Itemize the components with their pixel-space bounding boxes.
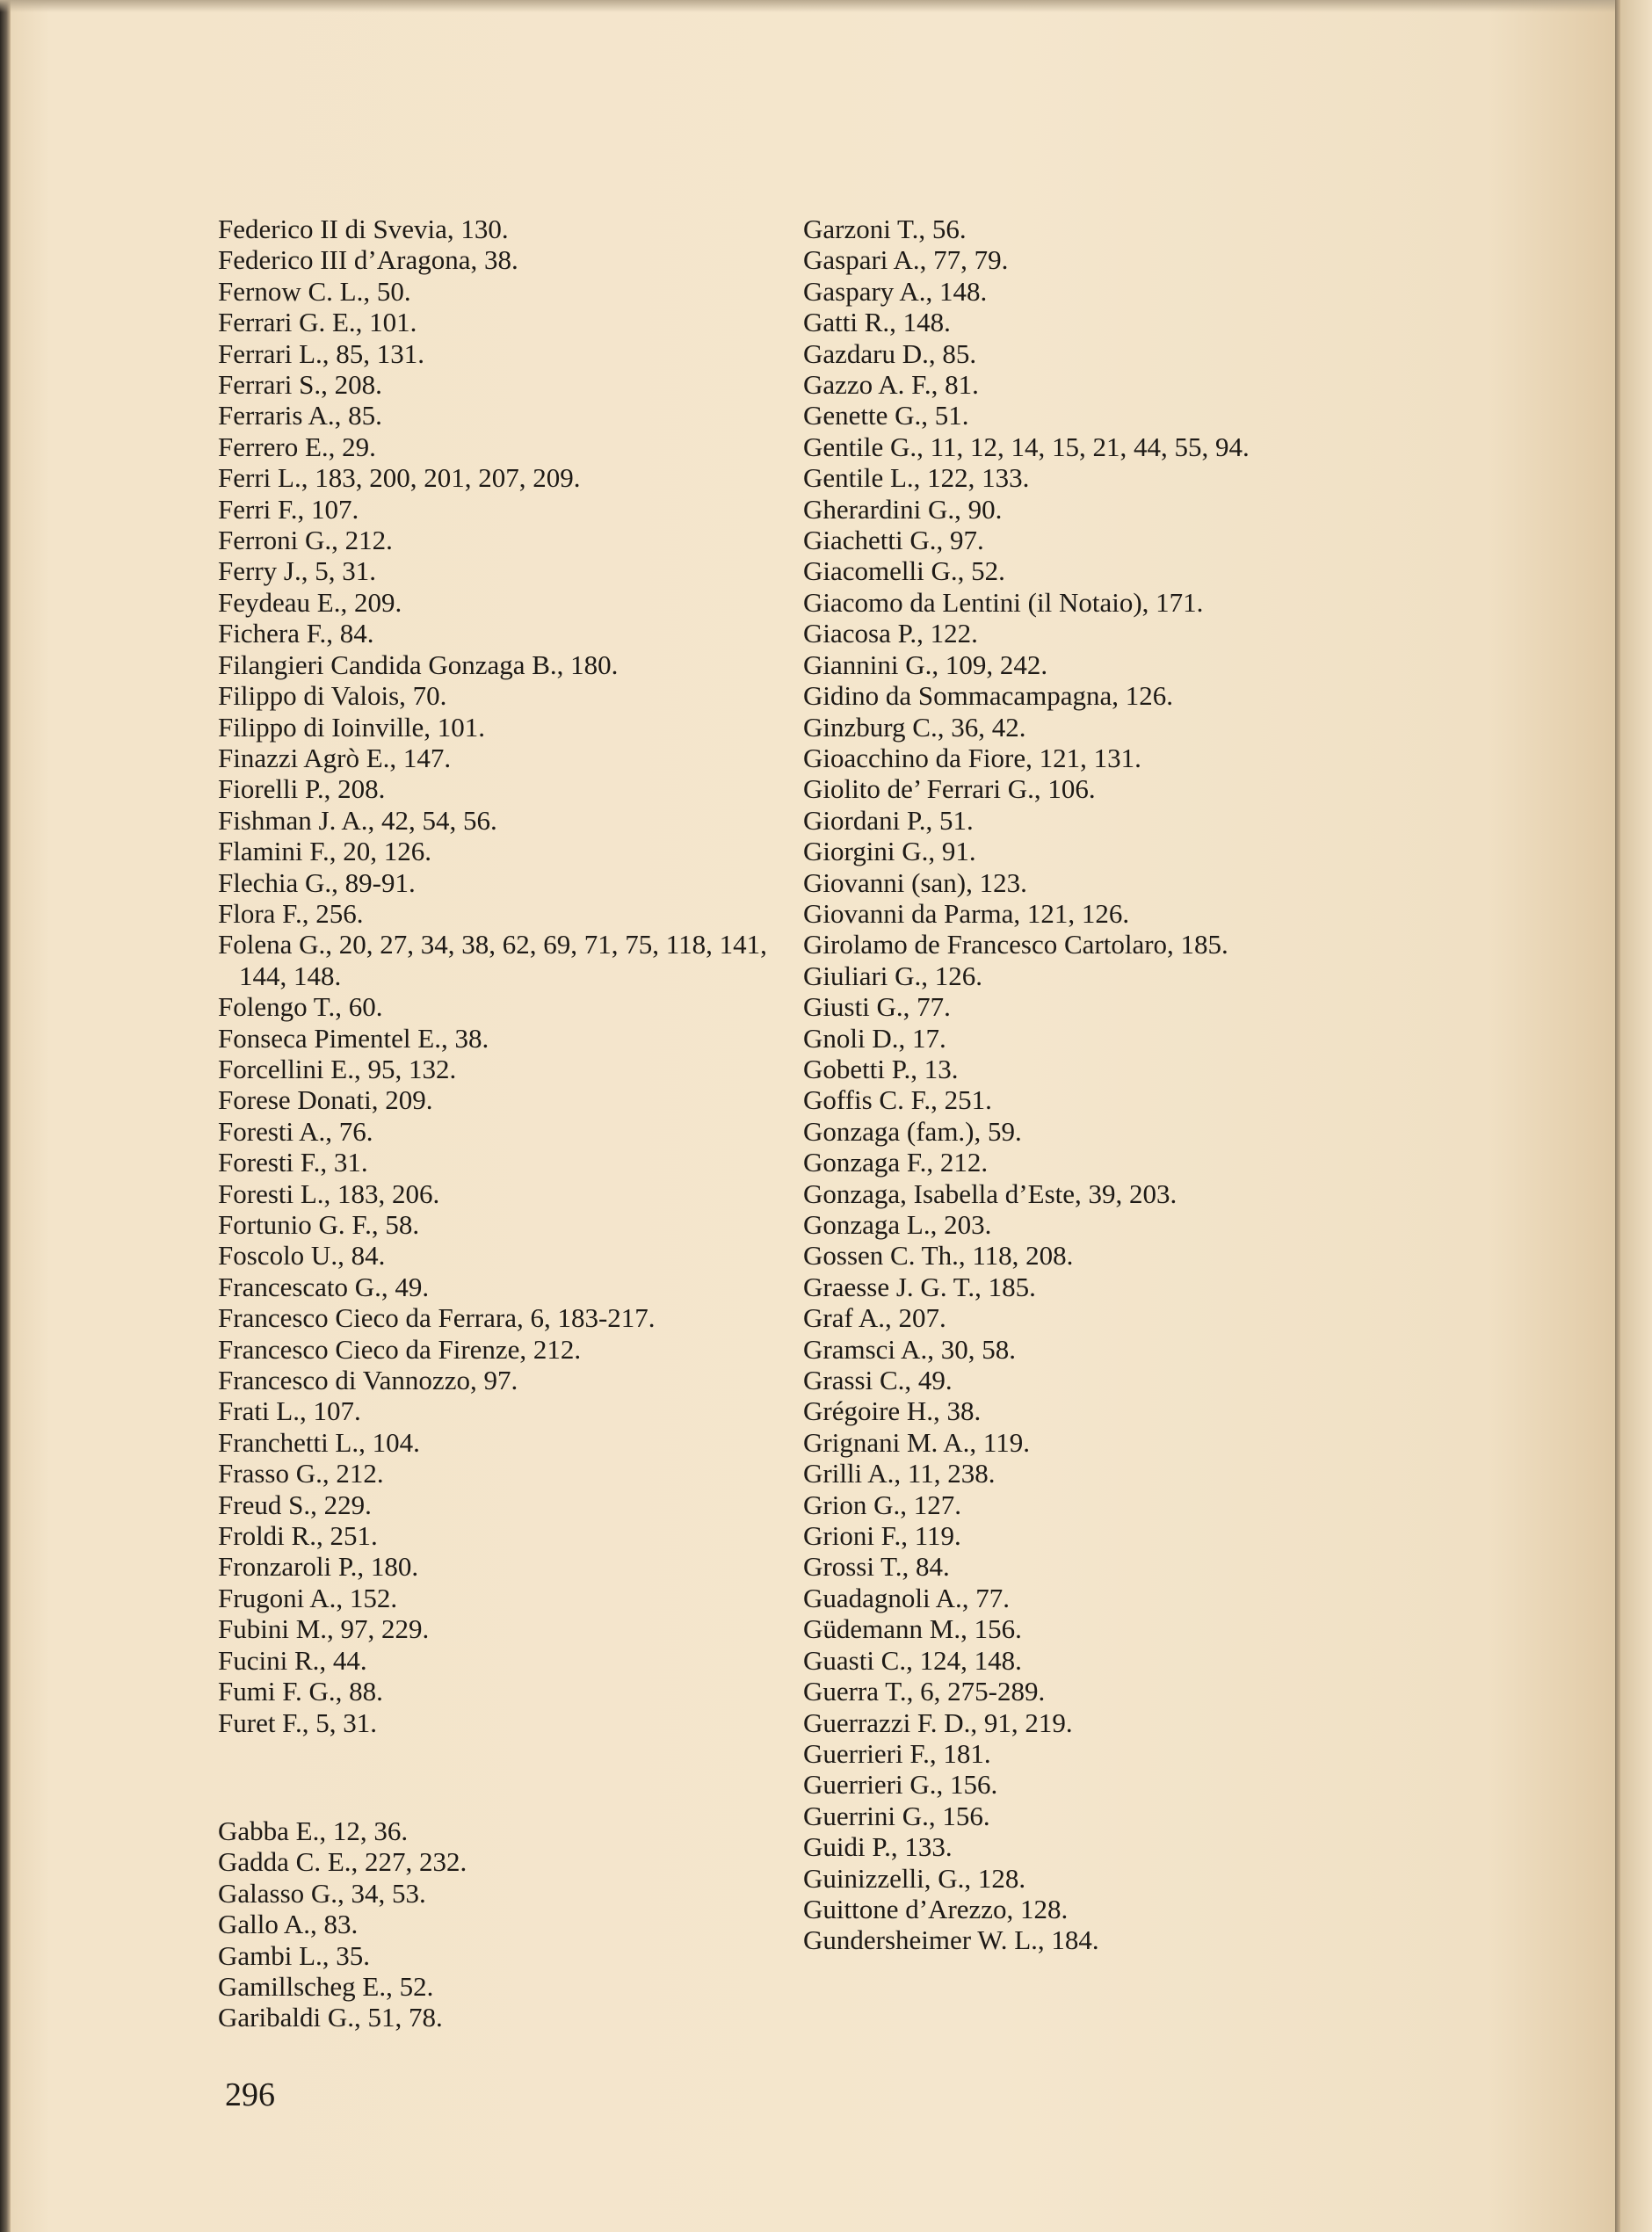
index-entry: Grégoire H., 38.: [803, 1395, 982, 1427]
index-entry: Güdemann M., 156.: [803, 1613, 1022, 1645]
index-entry: Guerra T., 6, 275-289.: [803, 1676, 1046, 1707]
index-entry: Ferrari L., 85, 131.: [218, 337, 425, 369]
index-entry: Giacosa P., 122.: [803, 618, 978, 649]
index-entry: Federico III d’Aragona, 38.: [218, 244, 518, 276]
index-entry: Furet F., 5, 31.: [218, 1707, 377, 1738]
index-entry: Giovanni da Parma, 121, 126.: [803, 897, 1130, 929]
index-entry: Flamini F., 20, 126.: [218, 836, 431, 867]
index-entry: Graf A., 207.: [803, 1302, 946, 1334]
index-entry: Gioacchino da Fiore, 121, 131.: [803, 742, 1141, 773]
index-entry: Guerrini G., 156.: [803, 1800, 990, 1831]
index-entry: Gazzo A. F., 81.: [803, 369, 979, 401]
index-entry: Giuliari G., 126.: [803, 960, 983, 991]
index-entry: Giacomelli G., 52.: [803, 555, 1005, 587]
index-entry: Fortunio G. F., 58.: [218, 1209, 420, 1240]
index-entry: Ferri F., 107.: [218, 493, 359, 525]
index-entry: Gobetti P., 13.: [803, 1053, 959, 1084]
index-entry: Fiorelli P., 208.: [218, 773, 386, 805]
index-entry: Gonzaga F., 212.: [803, 1147, 989, 1178]
index-entry: Folengo T., 60.: [218, 991, 383, 1023]
index-entry: Grilli A., 11, 238.: [803, 1458, 996, 1489]
index-entry: Gherardini G., 90.: [803, 493, 1003, 525]
index-entry: Girolamo de Francesco Cartolaro, 185.: [803, 929, 1228, 960]
index-entry: Guerrieri F., 181.: [803, 1737, 991, 1769]
index-entry: Franchetti L., 104.: [218, 1426, 420, 1458]
index-entry: Giusti G., 77.: [803, 991, 951, 1023]
index-entry: Froldi R., 251.: [218, 1520, 378, 1552]
index-entry: Gabba E., 12, 36.: [218, 1815, 409, 1846]
index-entry: Freud S., 229.: [218, 1489, 372, 1520]
index-column-left: [218, 214, 780, 2033]
index-entry: Ferri L., 183, 200, 201, 207, 209.: [218, 462, 581, 494]
index-entry: Finazzi Agrò E., 147.: [218, 742, 452, 773]
index-entry: Giacomo da Lentini (il Notaio), 171.: [803, 586, 1204, 618]
index-entry: Guidi P., 133.: [803, 1831, 953, 1863]
index-entry: Giorgini G., 91.: [803, 836, 976, 867]
index-entry: Giordani P., 51.: [803, 804, 974, 836]
page-number: 296: [225, 2076, 275, 2113]
letter-section-gap: [218, 1738, 780, 1815]
index-entry: Flechia G., 89-91.: [218, 866, 416, 898]
index-entry: Grignani M. A., 119.: [803, 1426, 1031, 1458]
index-entry: Grion G., 127.: [803, 1489, 961, 1520]
index-entry: Guerrieri G., 156.: [803, 1769, 998, 1801]
index-entry: Ferrero E., 29.: [218, 431, 376, 462]
index-entry: Fronzaroli P., 180.: [218, 1551, 419, 1583]
index-entry: Gonzaga (fam.), 59.: [803, 1115, 1022, 1147]
index-entry: Gentile L., 122, 133.: [803, 462, 1030, 494]
index-entry: Gramsci A., 30, 58.: [803, 1333, 1016, 1365]
index-entry: Filippo di Valois, 70.: [218, 680, 447, 712]
index-entry: Gonzaga L., 203.: [803, 1209, 992, 1240]
index-entry: Grassi C., 49.: [803, 1365, 953, 1396]
index-entry: Fichera F., 84.: [218, 618, 374, 649]
index-entry: Garibaldi G., 51, 78.: [218, 2002, 443, 2033]
index-entry: Guasti C., 124, 148.: [803, 1644, 1022, 1676]
index-column-right: [803, 214, 1374, 1956]
index-entry: Fumi F. G., 88.: [218, 1676, 383, 1707]
index-entry: Goffis C. F., 251.: [803, 1084, 992, 1116]
index-entry: Federico II di Svevia, 130.: [218, 214, 509, 244]
index-entry: Gaspary A., 148.: [803, 275, 988, 307]
index-entry: Francesco Cieco da Ferrara, 6, 183-217.: [218, 1302, 656, 1334]
index-entry: Fonseca Pimentel E., 38.: [218, 1022, 489, 1054]
index-entry: Foresti L., 183, 206.: [218, 1178, 440, 1209]
index-entry: Francesco Cieco da Firenze, 212.: [218, 1333, 582, 1365]
index-entry: Flora F., 256.: [218, 897, 364, 929]
index-entry: Giolito de’ Ferrari G., 106.: [803, 773, 1096, 805]
index-entry: Frati L., 107.: [218, 1395, 361, 1427]
index-entry: Fishman J. A., 42, 54, 56.: [218, 804, 497, 836]
index-entry: Genette G., 51.: [803, 400, 969, 431]
index-entry: Fernow C. L., 50.: [218, 275, 411, 307]
index-entry: Forese Donati, 209.: [218, 1084, 433, 1116]
index-entry: Gidino da Sommacampagna, 126.: [803, 680, 1173, 712]
index-entry: Garzoni T., 56.: [803, 214, 967, 244]
index-entry: Gentile G., 11, 12, 14, 15, 21, 44, 55, 94.: [803, 431, 1250, 462]
index-entry: Gazdaru D., 85.: [803, 337, 977, 369]
index-entry: Foscolo U., 84.: [218, 1240, 386, 1272]
index-entry: Ferrari S., 208.: [218, 369, 382, 401]
index-entry: Guittone d’Arezzo, 128.: [803, 1893, 1069, 1924]
index-entry: Graesse J. G. T., 185.: [803, 1271, 1036, 1302]
adjacent-page-edge: [1620, 0, 1652, 2232]
index-entry: Ferraris A., 85.: [218, 400, 382, 431]
index-entry: Grossi T., 84.: [803, 1551, 950, 1583]
index-entry: Guadagnoli A., 77.: [803, 1582, 1011, 1613]
index-entry: Gadda C. E., 227, 232.: [218, 1846, 467, 1878]
index-entry: Ginzburg C., 36, 42.: [803, 711, 1026, 743]
index-entry: Foresti A., 76.: [218, 1115, 373, 1147]
index-entry: Giovanni (san), 123.: [803, 866, 1027, 898]
index-entry: Ferrari G. E., 101.: [218, 307, 417, 338]
index-entry: Folena G., 20, 27, 34, 38, 62, 69, 71, 75, 118, 141, 144, 148.: [218, 929, 767, 991]
index-entry: Guerrazzi F. D., 91, 219.: [803, 1707, 1073, 1738]
index-entry: Ferroni G., 212.: [218, 525, 393, 556]
index-entry: Filangieri Candida Gonzaga B., 180.: [218, 649, 619, 680]
index-entry: Foresti F., 31.: [218, 1147, 368, 1178]
index-entry: Filippo di Ioinville, 101.: [218, 711, 485, 743]
index-entry: Fubini M., 97, 229.: [218, 1613, 430, 1645]
index-entry: Giannini G., 109, 242.: [803, 649, 1048, 680]
index-entry: Gundersheimer W. L., 184.: [803, 1924, 1099, 1956]
index-entry: Gaspari A., 77, 79.: [803, 244, 1009, 276]
index-entry: Gonzaga, Isabella d’Este, 39, 203.: [803, 1178, 1177, 1209]
index-entry: Guinizzelli, G., 128.: [803, 1862, 1026, 1894]
index-entry: Feydeau E., 209.: [218, 586, 402, 618]
index-entry: Francescato G., 49.: [218, 1271, 430, 1302]
book-spine-edge: [0, 0, 11, 2232]
index-entry: Gatti R., 148.: [803, 307, 951, 338]
index-entry: Gallo A., 83.: [218, 1909, 359, 1940]
index-entry: Gossen C. Th., 118, 208.: [803, 1240, 1074, 1272]
top-shadow: [0, 0, 1652, 12]
index-entry: Forcellini E., 95, 132.: [218, 1053, 457, 1084]
index-entry: Gamillscheg E., 52.: [218, 1970, 434, 2002]
index-entry: Galasso G., 34, 53.: [218, 1877, 426, 1909]
index-entry: Francesco di Vannozzo, 97.: [218, 1365, 518, 1396]
index-entry: Giachetti G., 97.: [803, 525, 984, 556]
index-entry: Gambi L., 35.: [218, 1939, 371, 1971]
index-entry: Grioni F., 119.: [803, 1520, 961, 1552]
index-entry: Gnoli D., 17.: [803, 1022, 946, 1054]
index-entry: Fucini R., 44.: [218, 1644, 367, 1676]
index-entry: Frugoni A., 152.: [218, 1582, 398, 1613]
index-entry: Frasso G., 212.: [218, 1458, 384, 1489]
index-entry: Ferry J., 5, 31.: [218, 555, 376, 587]
